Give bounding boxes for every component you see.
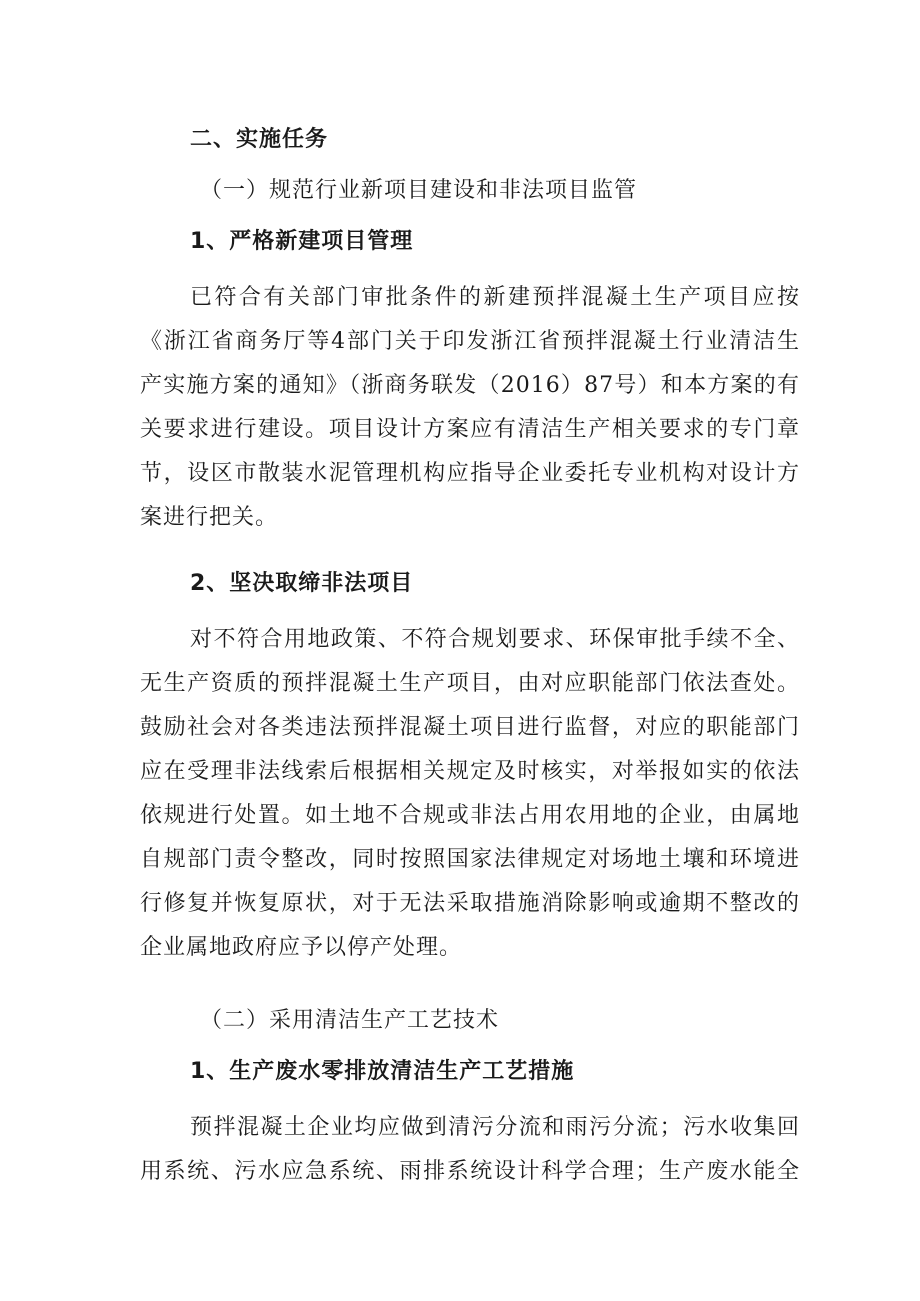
paragraph-line: 对不符合用地政策、不符合规划要求、环保审批手续不全、 — [190, 627, 800, 652]
paragraph-line: 产实施方案的通知》（浙商务联发（2016）87号）和本方案的有 — [140, 373, 800, 398]
paragraph-line: 企业属地政府应予以停产处理。 — [140, 935, 463, 960]
paragraph-2-1 — [140, 1106, 800, 1194]
paragraph-line: 自规部门责令整改，同时按照国家法律规定对场地土壤和环境进 — [140, 847, 800, 872]
paragraph-line: 关要求进行建设。项目设计方案应有清洁生产相关要求的专门章 — [140, 417, 800, 442]
paragraph-1-2 — [140, 618, 800, 970]
subsection-title-1: （一）规范行业新项目建设和非法项目监管 — [200, 178, 638, 203]
section-title: 二、实施任务 — [190, 127, 329, 152]
paragraph-line: 《浙江省商务厅等4部门关于印发浙江省预拌混凝土行业清洁生 — [140, 329, 800, 354]
paragraph-line: 无生产资质的预拌混凝土生产项目，由对应职能部门依法查处。 — [140, 671, 800, 696]
subsection-title-2: （二）采用清洁生产工艺技术 — [200, 1008, 500, 1033]
paragraph-line: 预拌混凝土企业均应做到清污分流和雨污分流；污水收集回 — [190, 1115, 800, 1140]
item-title-2-1: 1、生产废水零排放清洁生产工艺措施 — [190, 1059, 575, 1084]
item-title-1-2: 2、坚决取缔非法项目 — [190, 571, 414, 596]
paragraph-line: 依规进行处置。如土地不合规或非法占用农用地的企业，由属地 — [140, 803, 800, 828]
paragraph-line: 节，设区市散装水泥管理机构应指导企业委托专业机构对设计方 — [140, 461, 800, 486]
paragraph-line: 案进行把关。 — [140, 505, 279, 530]
paragraph-line: 行修复并恢复原状，对于无法采取措施消除影响或逾期不整改的 — [140, 891, 800, 916]
paragraph-line: 应在受理非法线索后根据相关规定及时核实，对举报如实的依法 — [140, 759, 800, 784]
paragraph-1-1 — [140, 276, 800, 540]
item-title-1-1: 1、严格新建项目管理 — [190, 229, 414, 254]
paragraph-line: 鼓励社会对各类违法预拌混凝土项目进行监督，对应的职能部门 — [140, 715, 800, 740]
paragraph-line: 用系统、污水应急系统、雨排系统设计科学合理；生产废水能全 — [140, 1159, 800, 1184]
paragraph-line: 已符合有关部门审批条件的新建预拌混凝土生产项目应按 — [190, 285, 800, 310]
